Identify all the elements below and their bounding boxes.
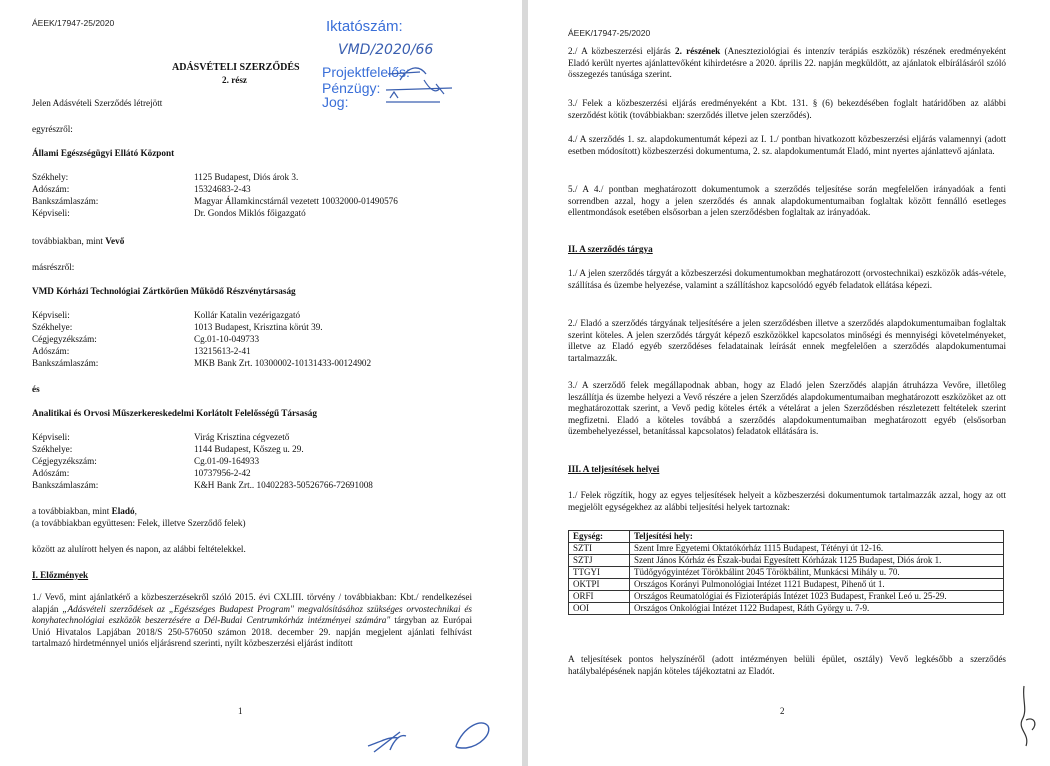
margin-signature <box>1012 680 1048 760</box>
stamp-project-label: Projektfelelős: <box>322 64 410 80</box>
document-reference: ÁEEK/17947-25/2020 <box>32 18 115 28</box>
table-cell-site: Országos Onkológiai Intézet 1122 Budapest, Ráth György u. 7-9. <box>630 603 1004 615</box>
paragraph-iii1: 1./ Felek rögzítik, hogy az egyes teljesítések helyeit a közbeszerzési dokumentumok tartalmazzák azzal, hogy az ott megjelölt egységekhez az alábbi teljesítési helyek tartoznak: <box>568 490 1006 512</box>
stamp-signature-marks <box>380 44 460 114</box>
seller2-name: Analitikai és Orvosi Műszerkereskedelmi Korlátolt Felelősségű Társaság <box>32 408 317 418</box>
contract-subtitle: 2. rész <box>222 75 247 85</box>
table-row <box>569 567 1004 579</box>
contract-page-1: ÁEEK/17947-25/2020 ADÁSVÉTELI SZERZŐDÉS 2. rész Iktatószám: VMD/2020/66 Projektfelelős: Pénzügy: Jog: Jelen Adásvételi Szerződés létrejött egyrészről: Állami Egészségügyi Ellátó Központ Székhely: 1125 Budapest, Diós árok 3. Adószám: 15324683-2-43 Bankszámlaszám: Magyar Államkincstárnál vezetett 10032000-01490576 Képviseli: Dr. Gondos Miklós főigazgató továbbiakban, mint Vevő másrészről: VMD Kórházi Technológiai Zártkörűen Működő Részvénytársaság Képviseli: Kollár Katalin vezérigazgató Székhelye: 1013 Budapest, Krisztina körút 39. Cégjegyzékszám: Cg.01-10-049733 Adószám: 13215613-2-41 Bankszámlaszám: MKB Bank Zrt. 10300002-10131433-00124902 és Analitikai és Orvosi Műszerkereskedelmi Korlátolt Felelősségű Társaság Képviseli: Virág Krisztina cégvezető Székhelye: 1144 Budapest, Kőszeg u. 29. Cégjegyzékszám: Cg.01-09-164933 Adószám: 10737956-2-42 Bankszámlaszám: K&H Bank Zrt.. 10402283-50526766-72691008 a továbbiakban, mint Eladó, (a továbbiakban együttesen: Felek, illetve Szerződő felek) között az alulírott helyen és napon, az alábbi feltételekkel. I. Előzmények 1./ Vevő, mint ajánlatkérő a közbeszerzésekről szóló 2015. évi CXLIII. törvény / továbbiakban: Kbt./ rendelkezései alapján „Adásvételi szerződések az „Egészséges Budapest Program" megvalósításához szükséges orvostechnikai és konyhatechnológiai eszközök beszerzésére a Dél-Budai Centrumkórház intézményei számára" tárgyban az Európai Unió Hivatalos Lapjában 2018/S 250-576050 számon 2018. december 29. napján megjelent ajánlati felhívást tartalmazó hirdetménnyel uniós eljárásrend szerinti, nyílt közbeszerzési eljárást indított 1 <box>0 0 522 766</box>
table-cell-unit: ORFI <box>569 591 630 603</box>
buyer-name: Állami Egészségügyi Ellátó Központ <box>32 148 175 158</box>
table-cell-unit: OKTPI <box>569 579 630 591</box>
paragraph-i5: 5./ A 4./ pontban meghatározott dokumentumok a szerződés teljesítése során megfelelően irányadóak a fenti sorrendben azzal, hogy a jelen szerződés és annak alapdokumentumaiban foglaltak között fennálló esetleges ellentmondások esetében elsősorban a jelen szerződésben foglaltak az irányadóak. <box>568 184 1006 217</box>
and-label: és <box>32 384 40 394</box>
section2-heading: II. A szerződés tárgya <box>568 244 653 254</box>
paragraph-i2: 2./ A közbeszerzési eljárás 2. részének (Aneszteziológiai és intenzív terápiás eszközök) részének eredményeként Eladó került nyertes ajánlattevőként kihirdetésre a 2020. április 22. napján megküldött, az ajánlatok elbírálásáról szóló összegezés tanúsága szerint. <box>568 46 1006 79</box>
table-row <box>569 543 1004 555</box>
paragraph-ii3: 3./ A szerződő felek megállapodnak abban, hogy az Eladó jelen Szerződés alapján átruházza Vevőre, illetőleg leszállítja és üzembe helyezi a Vevő részére a jelen Szerződés alapdokumentumaiban meghatározott eszközöket az ott meghatározottak szerint, a Vevő pedig köteles érték a vételárat a jelen Szerződésben részletezett feltételek szerint megfizetni. Eladó a köteles továbbá a szerződés alapdokumentumaiban meghatározott egyéb (elsősorban üzembehelyezéssel, betanítással kapcsolatos) feladatok ellátására is. <box>568 380 1006 436</box>
table-row <box>569 555 1004 567</box>
party1-prefix: egyrészről: <box>32 124 73 134</box>
table-row <box>569 603 1004 615</box>
contract-page-2 <box>528 0 1050 766</box>
contract-title: ADÁSVÉTELI SZERZŐDÉS <box>172 62 300 73</box>
table-cell-site: Szent Imre Egyetemi Oktatókórház 1115 Budapest, Tétényi út 12-16. <box>630 543 1004 555</box>
table-header-row <box>569 531 1004 543</box>
page-number-2: 2 <box>780 706 785 716</box>
section3-heading: III. A teljesítések helyei <box>568 464 660 474</box>
stamp-registration-label: Iktatószám: <box>326 18 403 35</box>
intro-line: Jelen Adásvételi Szerződés létrejött <box>32 98 163 108</box>
initials-signature <box>360 712 510 758</box>
table-row <box>569 579 1004 591</box>
seller1-name: VMD Kórházi Technológiai Zártkörűen Működő Részvénytársaság <box>32 286 296 296</box>
table-cell-site: Országos Korányi Pulmonológiai Intézet 1121 Budapest, Pihenő út 1. <box>630 579 1004 591</box>
page-number-1: 1 <box>238 706 243 716</box>
table-cell-unit: SZTI <box>569 543 630 555</box>
table-cell-unit: OOI <box>569 603 630 615</box>
table-cell-site: Országos Reumatológiai és Fizioterápiás Intézet 1023 Budapest, Frankel Leó u. 25-29. <box>630 591 1004 603</box>
stamp-legal-label: Jog: <box>322 94 349 110</box>
document-reference: ÁEEK/17947-25/2020 <box>568 28 651 38</box>
section1-heading: I. Előzmények <box>32 570 89 580</box>
table-cell-site: Tüdőgyógyintézet Törökbálint 2045 Törökbálint, Munkácsi Mihály u. 70. <box>630 567 1004 579</box>
table-cell-site: Szent János Kórház és Észak-budai Egyesített Kórházak 1125 Budapest, Diós árok 1. <box>630 555 1004 567</box>
stamp-finance-label: Pénzügy: <box>322 80 381 96</box>
table-cell-unit: TTGYI <box>569 567 630 579</box>
party2-prefix: másrészről: <box>32 262 75 272</box>
table-header-site: Teljesítési hely: <box>630 531 1004 543</box>
paragraph-ii1: 1./ A jelen szerződés tárgyát a közbeszerzési dokumentumokban meghatározott (orvostechnikai) eszközök adás-vétele, szállítása és üzembe helyezése, valamint a szállításhoz kapcsolódó egyéb feladatok ellátása képezi. <box>568 268 1006 290</box>
paragraph-ii2: 2./ Eladó a szerződés tárgyának teljesítésére a jelen szerződésben illetve a szerződés alapdokumentumaiban foglaltak szerint köteles. A jelen szerződés tárgyát képező eszközökkel kapcsolatos minőségi és mennyiségi követelményeket, illetve az Eladó egyéb szerződéses feladatainak leírását ennek megfelelően a szerződés alapdokumentumai tartalmazzák. <box>568 318 1006 363</box>
handwritten-registration-number: VMD/2020/66 <box>338 42 434 58</box>
closing-paragraph: A teljesítések pontos helyszínéről (adott intézményen belüli épület, osztály) Vevő legkésőbb a szerződés hatálybalépésének napján köteles tájékoztatni az Eladót. <box>568 654 1006 676</box>
table-header-unit: Egység: <box>569 531 630 543</box>
paragraph-i3: 3./ Felek a közbeszerzési eljárás eredményeként a Kbt. 131. § (6) bekezdésében foglalt határidőben az alábbi szerződést kötik (továbbiakban: szerződés illetve jelen szerződés). <box>568 98 1006 120</box>
performance-sites-table <box>568 530 1004 615</box>
section1-paragraph: 1./ Vevő, mint ajánlatkérő a közbeszerzésekről szóló 2015. évi CXLIII. törvény / továbbiakban: Kbt./ rendelkezései alapján „Adásvételi szerződések az „Egészséges Budapest Program" megvalósításához szükséges orvostechnikai és konyhatechnológiai eszközök beszerzésére a Dél-Budai Centrumkórház intézményei számára" tárgyban az Európai Unió Hivatalos Lapjában 2018/S 250-576050 számon 2018. december 29. napján megjelent ajánlati felhívást tartalmazó hirdetménnyel uniós eljárásrend szerinti, nyílt közbeszerzési eljárást indított <box>32 592 473 648</box>
between-line: között az alulírott helyen és napon, az alábbi feltételekkel. <box>32 544 246 554</box>
paragraph-i4: 4./ A szerződés 1. sz. alapdokumentumát képezi az I. 1./ pontban hivatkozott közbeszerzési eljárás valamennyi (adott esetben módosított) közbeszerzési dokumentuma, 2. sz. alapdokumentumát Eladó, mint nyertes ajánlattevő ajánlata. <box>568 134 1006 156</box>
together-line: (a továbbiakban együttesen: Felek, illetve Szerződő felek) <box>32 518 246 528</box>
buyer-alias-line: továbbiakban, mint Vevő <box>32 236 125 246</box>
seller-alias-line: a továbbiakban, mint Eladó, <box>32 506 137 516</box>
table-cell-unit: SZTJ <box>569 555 630 567</box>
table-row <box>569 591 1004 603</box>
